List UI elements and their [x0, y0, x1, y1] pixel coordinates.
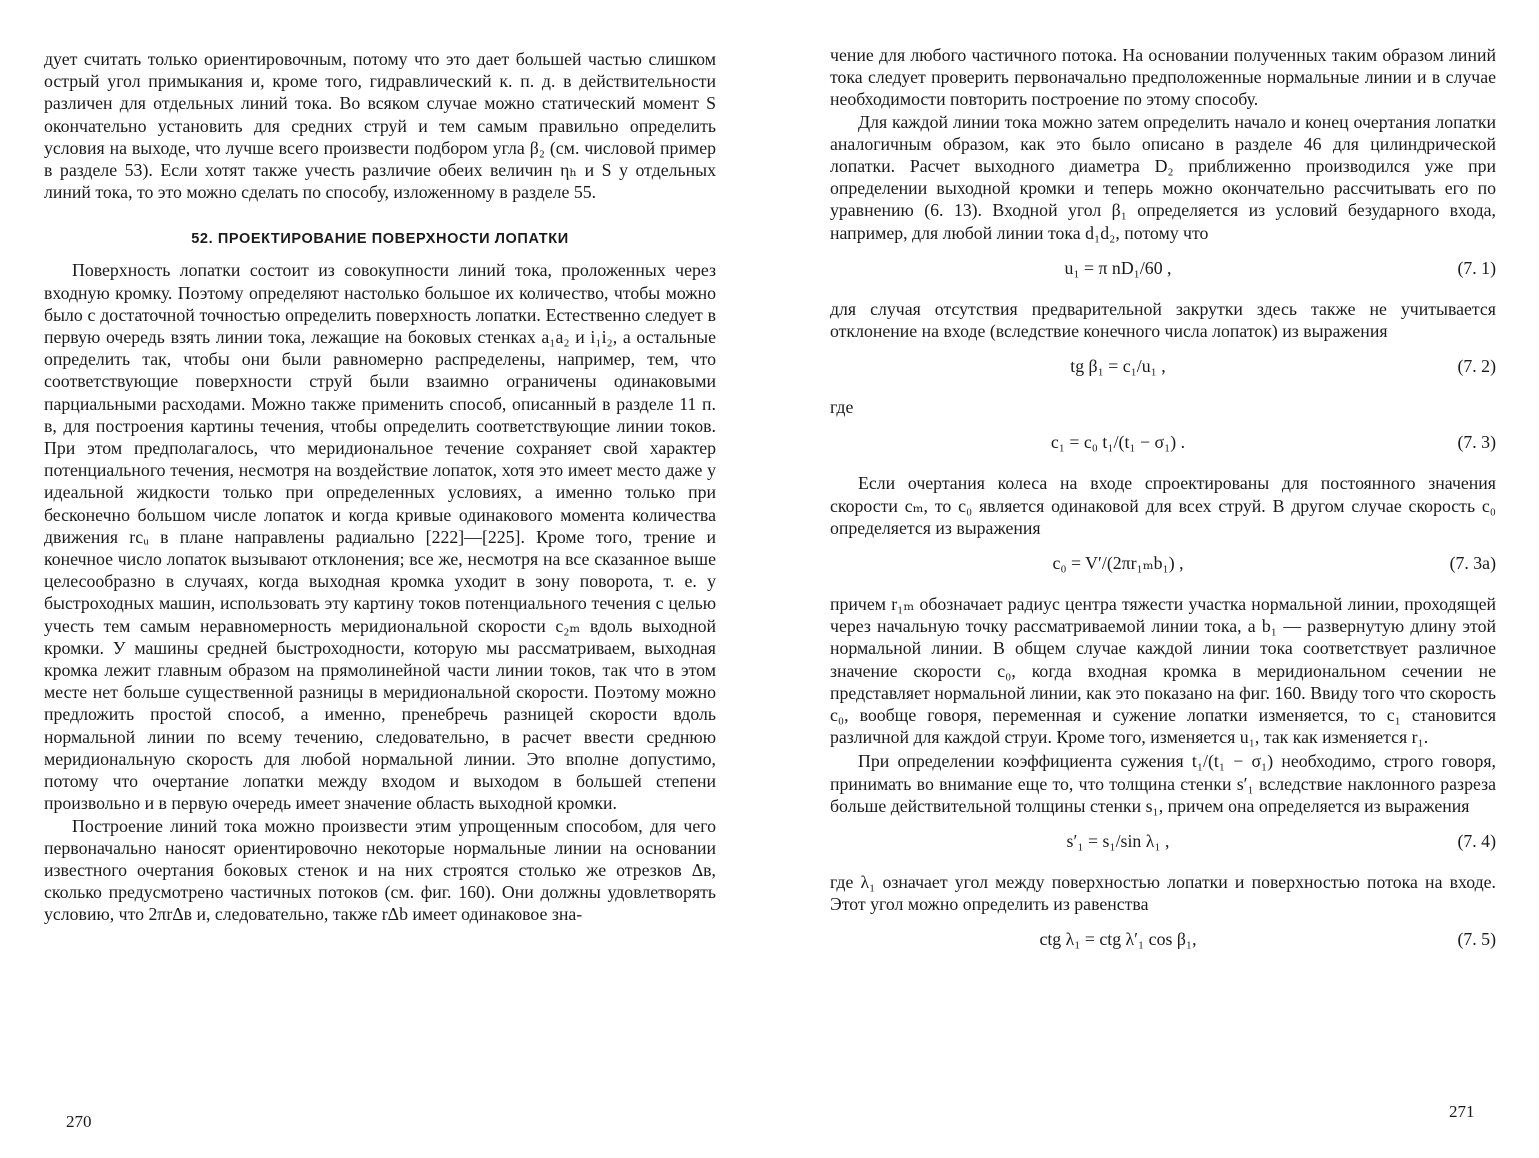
left-page	[44, 48, 716, 926]
paragraph: При определении коэффициента сужения t₁/(t₁ − σ₁) необходимо, строго говоря, принимать во внимание еще то, что толщина стенки s′₁ вследствие наклонного разреза больше действительной толщины стенки s₁, причем она определяется из выражения	[830, 751, 1496, 816]
paragraph: Построение линий тока можно произвести этим упрощенным способом, для чего первоначально наносят ориентировочно некоторые нормальные линии на основании известного очертания боковых стенок и на них строятся столько же отрезков Δв, сколько предусмотрено частичных потоков (см. фиг. 160). Они должны удовлетворять условию, что 2πrΔв и, следовательно, также rΔb имеет одинаковое зна-	[44, 815, 716, 925]
equation-body: tg β₁ = c₁/u₁ ,	[1070, 356, 1166, 377]
equation-7-4	[830, 823, 1496, 863]
right-page	[830, 44, 1496, 965]
paragraph: Если очертания колеса на входе спроектированы для постоянного значения скорости cₘ, то c₀ является одинаковой для всех струй. В другом случае скорость c₀ определяется из выражения	[830, 473, 1496, 538]
equation-number: (7. 5)	[1457, 929, 1496, 950]
equation-number: (7. 2)	[1457, 356, 1496, 377]
paragraph: где	[830, 397, 854, 418]
paragraph: где λ₁ означает угол между поверхностью лопатки и поверхностью потока на входе. Этот угол можно определить из равенства	[830, 872, 1496, 915]
equation-body: s′₁ = s₁/sin λ₁ ,	[1066, 831, 1170, 852]
equation-7-3a	[830, 545, 1496, 585]
paragraph: Поверхность лопатки состоит из совокупности линий тока, проложенных через входную кромку. Поэтому определяют настолько большое их количество, чтобы можно было с достаточной точностью определить поверхность лопатки. Естественно следует в первую очередь взять линии тока, лежащие на боковых стенках a₁a₂ и i₁i₂, а остальные определить так, чтобы они были равномерно распределены, например, тем, что соответствующие поверхности струй были взаимно ограничены одинаковыми парциальными расходами. Можно также применить способ, описанный в разделе 11 п. в, для построения картины течения, чтобы определить соответствующие линии токов. При этом предполагалось, что меридиональное течение сохраняет свой характер потенциального течения, несмотря на воздействие лопаток, хотя это имеет место даже у идеальной жидкости только при определенных условиях, а именно только при бесконечно большом числе лопаток и когда кривые одинакового момента количества движения rcᵤ в плане направлены радиально [222]—[225]. Кроме того, трение и конечное число лопаток вызывают отклонения; все же, несмотря на все сказанное выше целесообразно в случаях, когда выходная кромка уходит в зону поворота, т. е. у быстроходных машин, использовать эту картину токов потенциального течения с целью учесть тем самым неравномерность меридиональной скорости c₂ₘ вдоль выходной кромки. У машины средней быстроходности, которую мы рассматриваем, выходная кромка лежит главным образом на прямолинейной части линии токов, так что в этом месте нет больше существенной разницы в меридиональной скорости. Поэтому можно предложить простой способ, а именно, пренебречь разницей скорости вдоль нормальной линии по всему течению, следовательно, в расчет ввести среднюю меридиональную скорость для любой нормальной линии. Это вполне допустимо, потому что очертание лопатки между входом и выходом в большей степени произвольно и в первую очередь имеет значение область выходной кромки.	[44, 260, 716, 814]
equation-body: u₁ = π nD₁/60 ,	[1064, 257, 1172, 278]
paragraph: причем r₁ₘ обозначает радиус центра тяжести участка нормальной линии, проходящей через начальную точку рассматриваемой линии тока, а b₁ — развернутую длину этой нормальной линии. В общем случае каждой линии тока соответствует различное значение скорости c₀, когда входная кромка в меридиональном сечении не представляет нормальной линии, как это показано на фиг. 160. Ввиду того что скорость c₀, вообще говоря, переменная и сужение лопатки изменяется, то c₁ становится различной для каждой струи. Кроме того, изменяется u₁, так как изменяется r₁.	[830, 594, 1496, 748]
equation-number: (7. 1)	[1457, 257, 1496, 278]
equation-number: (7. 3)	[1457, 432, 1496, 453]
page-number-right: 271	[1449, 1102, 1475, 1121]
paragraph-continued: чение для любого частичного потока. На основании полученных таким образом линий тока следует проверить первоначально предположенные нормальные линии и в случае необходимости повторить построение по этому способу.	[830, 45, 1496, 110]
equation-7-5	[830, 921, 1496, 957]
equation-7-3	[830, 424, 1496, 464]
page-number-left: 270	[66, 1112, 92, 1131]
paragraph: Для каждой линии тока можно затем определить начало и конец очертания лопатки аналогичным образом, как это было описано в разделе 46 для цилиндрической лопатки. Расчет выходного диаметра D₂ приближенно производился уже при определении выходной кромки и теперь можно окончательно рассчитывать его по уравнению (6. 13). Входной угол β₁ определяется из условий безударного входа, например, для любой линии тока d₁d₂, потому что	[830, 111, 1496, 243]
equation-body: c₀ = V′/(2πr₁ₘb₁) ,	[1052, 553, 1184, 574]
equation-number: (7. 3а)	[1449, 553, 1496, 574]
section-heading: 52. ПРОЕКТИРОВАНИЕ ПОВЕРХНОСТИ ЛОПАТКИ	[191, 231, 569, 248]
equation-7-2	[830, 348, 1496, 388]
equation-body: c₁ = c₀ t₁/(t₁ − σ₁) .	[1050, 432, 1186, 453]
equation-number: (7. 4)	[1457, 831, 1496, 852]
paragraph-continued: дует считать только ориентировочным, потому что это дает большей частью слишком острый угол примыкания и, кроме того, гидравлический к. п. д. в действительности различен для отдельных линий тока. Во всяком случае можно статический момент S окончательно установить для средних струй и тем самым правильно определить условия на выходе, что лучше всего произвести подбором угла β₂ (см. числовой пример в разделе 53). Если хотят также учесть различие обеих величин ηₕ и S у отдельных линий тока, то это можно сделать по способу, изложенному в разделе 55.	[44, 49, 716, 203]
paragraph: для случая отсутствия предварительной закрутки здесь также не учитывается отклонение на входе (вследствие конечного числа лопаток) из выражения	[830, 298, 1496, 342]
equation-body: ctg λ₁ = ctg λ′₁ cos β₁,	[1039, 929, 1197, 950]
equation-7-1	[830, 250, 1496, 290]
